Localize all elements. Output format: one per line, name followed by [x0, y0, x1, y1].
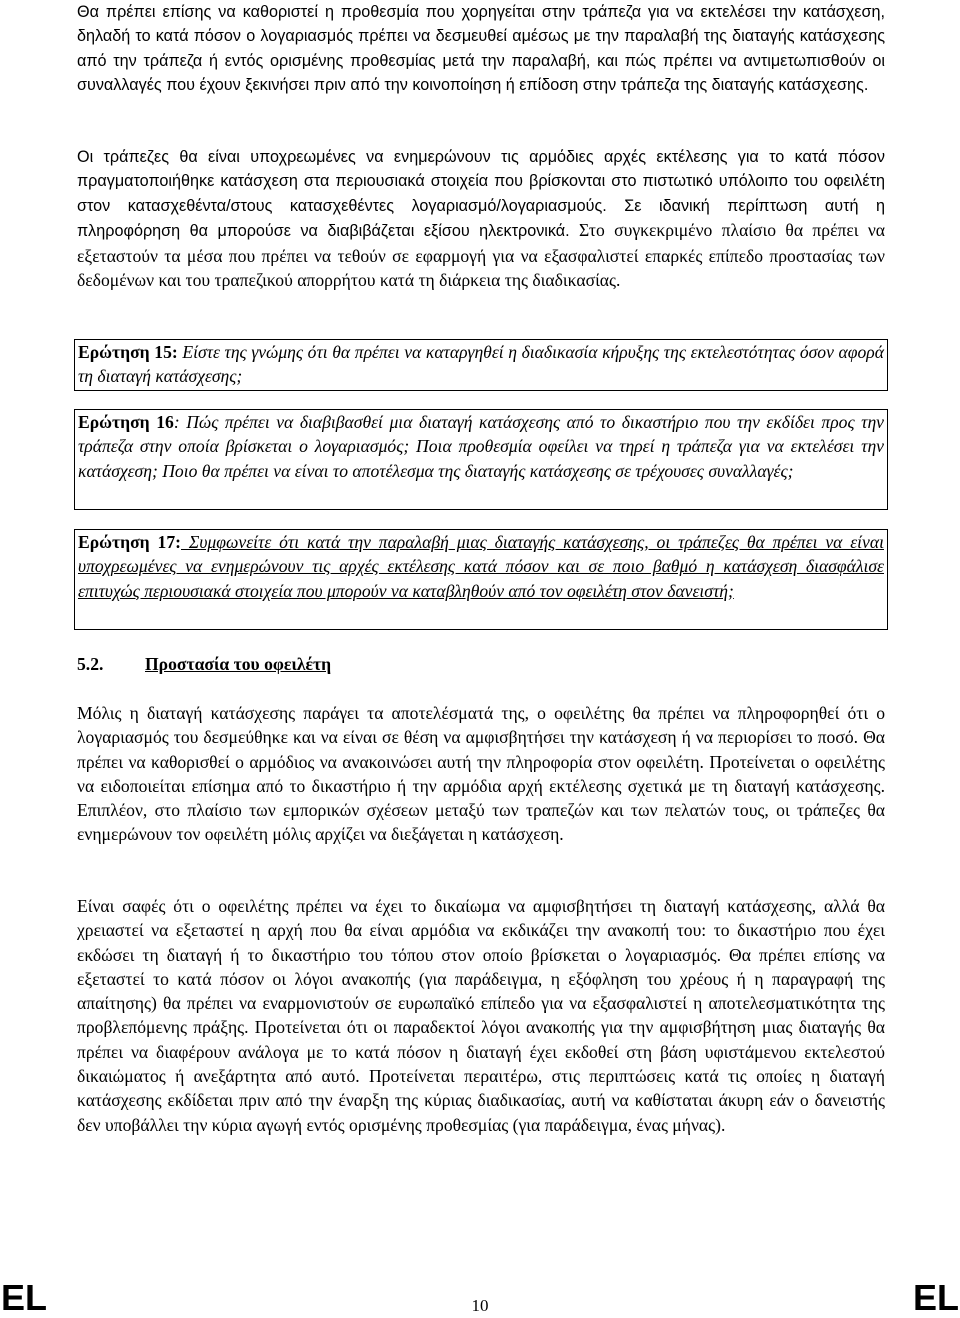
paragraph-bank-information-sans: Οι τράπεζες θα είναι υποχρεωμένες να ενημερώνουν τις αρμόδιες αρχές εκτέλεσης για το κατά πόσον πραγματοποιήθηκε κατάσχεση στα περιουσιακά στοιχεία που βρίσκονται στο πιστωτικό υπόλοιπο του οφειλέτη στον κατασχεθέντα/στους κατασχεθέντες λογαριασμό/λογαριασμούς. Σε ιδανική περίπτωση αυτή η πληροφόρηση θα μπορούσε να διαβιβάζεται εξίσου ηλεκτρονικά.	[77, 148, 885, 241]
question-17-label: Ερώτηση 17:	[78, 532, 181, 552]
question-15-text: Είστε της γνώμης ότι θα πρέπει να καταργηθεί η διαδικασία κήρυξης της εκτελεστότητας όσον αφορά τη διαταγή κατάσχεσης;	[78, 342, 884, 387]
question-16-text: : Πώς πρέπει να διαβιβασθεί μια διαταγή κατάσχεσης από το δικαστήριο που την εκδίδει προς την τράπεζα στην οποία βρίσκεται ο λογαριασμός; Ποια προθεσμία οφείλει να τηρεί η τράπεζα για να εκτελέσει την κατάσχεση; Ποιο θα πρέπει να είναι το αποτέλεσμα της διαταγής κατάσχεσης σε τρέχουσες συναλλαγές;	[78, 412, 884, 481]
paragraph-debtor-objection: Είναι σαφές ότι ο οφειλέτης πρέπει να έχει το δικαίωμα να αμφισβητήσει τη διαταγή κατάσχεσης, αλλά θα χρειαστεί να εξεταστεί η αρχή που θα είναι αρμόδια να εκδικάζει την ανακοπή του: το δικαστήριο που έχει εκδώσει τη διαταγή ή το δικαστήριο του τόπου στον οποίο βρίσκεται ο λογαριασμός. Θα πρέπει επίσης να εξεταστεί το κατά πόσον οι λόγοι ανακοπής (για παράδειγμα, η εξόφληση του χρέους ή η παραγραφή της απαίτησης) θα πρέπει να εναρμονιστούν σε ευρωπαϊκό επίπεδο για να εξασφαλιστεί η αποτελεσματικότητα της προβλεπόμενης πράξης. Προτείνεται ότι οι παραδεκτοί λόγοι ανακοπής για την αμφισβήτηση μιας διαταγής θα πρέπει να διαφέρουν ανάλογα με το κατά πόσον η διαταγή έχει εκδοθεί στη βάση υφιστάμενου εκτελεστού δικαιώματος ή ανεξάρτητα από αυτό. Προτείνεται περαιτέρω, στις περιπτώσεις κατά τις οποίες η διαταγή κατάσχεσης εκδίδεται πριν από την έναρξη της κύριας διαδικασίας, αυτή να καθίσταται άκυρη εάν ο δανειστής δεν υποβάλλει την κύρια αγωγή εντός ορισμένης προθεσμίας (για παράδειγμα, ένας μήνας).	[77, 896, 885, 1135]
page-number: 10	[471, 1296, 489, 1315]
section-title: Προστασία του οφειλέτη	[145, 654, 332, 674]
paragraph-bank-information-serif: Στο συγκεκριμένο πλαίσιο θα πρέπει να εξεταστούν τα μέσα που πρέπει να τεθούν σε εφαρμογή για να εξασφαλιστεί επαρκές επίπεδο προστασίας των δεδομένων και του τραπεζικού απορρήτου κατά τη διάρκεια της διαδικασίας.	[77, 220, 885, 290]
question-15-label: Ερώτηση 15:	[78, 342, 178, 362]
footer-language-right: EL	[912, 1277, 959, 1318]
question-16-box	[74, 409, 888, 510]
question-15-box	[74, 339, 888, 391]
question-17-text: Συμφωνείτε ότι κατά την παραλαβή μιας διαταγής κατάσχεσης, οι τράπεζες θα πρέπει να είναι υποχρεωμένες να ενημερώνουν τις αρχές εκτέλεσης κατά πόσον και σε ποιο βαθμό η κατάσχεση διασφάλισε επιτυχώς περιουσιακά στοιχεία που μπορούν να καταβληθούν από τον οφειλέτη στον δανειστή;	[78, 532, 884, 601]
paragraph-bank-information	[77, 145, 885, 292]
question-16-label: Ερώτηση 16	[78, 412, 174, 432]
footer-language-left: EL	[1, 1277, 48, 1318]
section-number: 5.2.	[77, 654, 104, 674]
paragraph-deadline: Θα πρέπει επίσης να καθοριστεί η προθεσμία που χορηγείται στην τράπεζα για να εκτελέσει την κατάσχεση, δηλαδή το κατά πόσον ο λογαριασμός πρέπει να δεσμευθεί αμέσως με την παραλαβή της διαταγής κατάσχεσης από την τράπεζα ή εντός ορισμένης προθεσμίας μετά την παραλαβή, και πώς πρέπει να αντιμετωπισθούν οι συναλλαγές που έχουν ξεκινήσει πριν από την κοινοποίηση ή επίδοση στην τράπεζα της διαταγής κατάσχεσης.	[77, 3, 885, 95]
paragraph-debtor-notification: Μόλις η διαταγή κατάσχεσης παράγει τα αποτελέσματά της, ο οφειλέτης θα πρέπει να πληροφορηθεί ότι ο λογαριασμός του δεσμεύθηκε και να είναι σε θέση να αμφισβητήσει την κατάσχεση ή να περιορίσει το ποσό. Θα πρέπει να καθορισθεί ο αρμόδιος να ανακοινώσει αυτή την πληροφορία στον οφειλέτη. Προτείνεται ο οφειλέτης να ειδοποιείται επίσημα από το δικαστήριο ή την αρμόδια αρχή εκτέλεσης σχετικά με τη διαταγή κατάσχεσης. Επιπλέον, στο πλαίσιο των εμπορικών σχέσεων μεταξύ των τραπεζών και των πελατών τους, οι τράπεζες θα ενημερώνουν τον οφειλέτη μόλις αρχίζει να διεξάγεται η κατάσχεση.	[77, 703, 885, 845]
question-17-box	[74, 529, 888, 630]
